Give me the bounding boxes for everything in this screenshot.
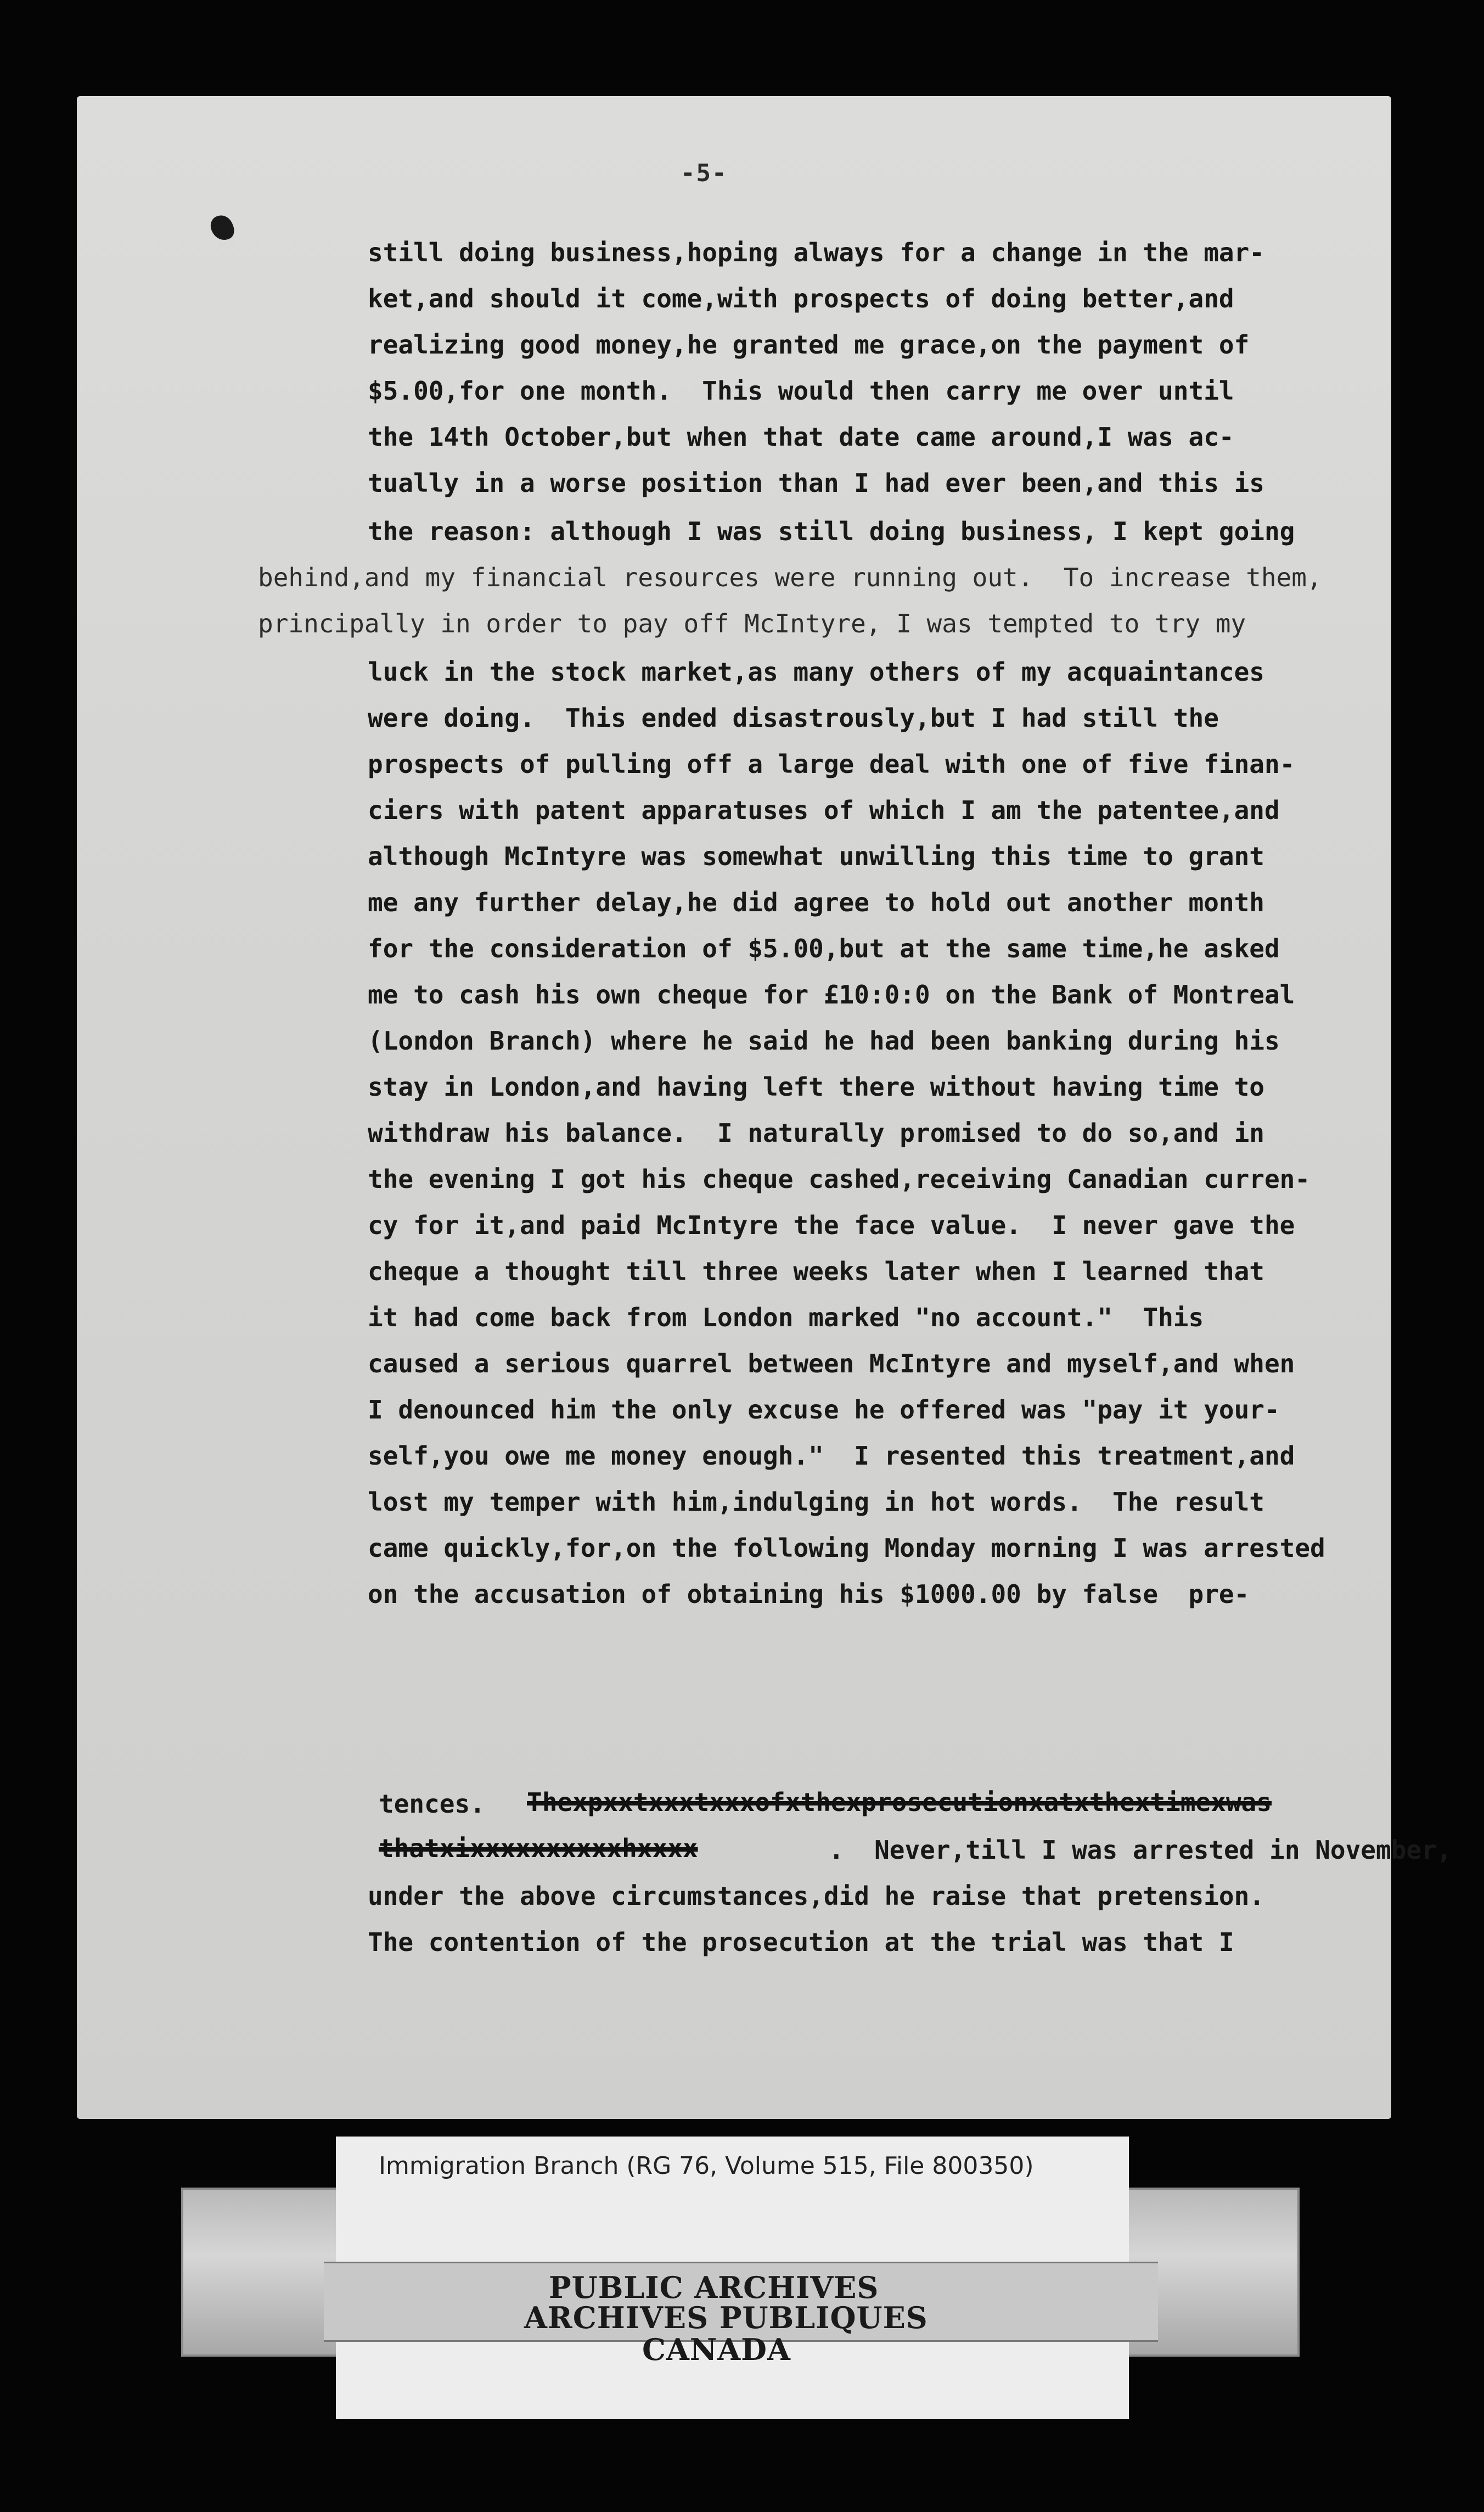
text-line: under the above circumstances,did he raise that pretension. — [368, 1881, 1264, 1911]
text-line: self,you owe me money enough." I resented this treatment,and — [368, 1441, 1295, 1471]
text-line: tually in a worse position than I had ever been,and this is — [368, 468, 1264, 498]
text-line: for the consideration of $5.00,but at the same time,he asked — [368, 934, 1280, 963]
stamp-line-canada: CANADA — [642, 2332, 791, 2367]
text-line: principally in order to pay off McIntyre, I was tempted to try my — [258, 609, 1246, 638]
text-line: . Never,till I was arrested in November, — [829, 1835, 1452, 1865]
stamp-line-archives-publiques: ARCHIVES PUBLIQUES — [524, 2300, 928, 2335]
text-line: tences. — [379, 1789, 485, 1819]
text-line: behind,and my financial resources were running out. To increase them, — [258, 563, 1322, 592]
text-line: The contention of the prosecution at the trial was that I — [368, 1927, 1234, 1957]
text-line: realizing good money,he granted me grace,on the payment of — [368, 330, 1250, 360]
text-line: withdraw his balance. I naturally promised to do so,and in — [368, 1118, 1264, 1148]
text-line: it had come back from London marked "no account." This — [368, 1303, 1204, 1332]
struck-out-text-2: thatxixxxxxxxxxxhxxxx — [379, 1833, 698, 1863]
text-line: I denounced him the only excuse he offered was "pay it your- — [368, 1395, 1280, 1425]
text-line: ciers with patent apparatuses of which I am the patentee,and — [368, 795, 1280, 825]
text-line: luck in the stock market,as many others of my acquaintances — [368, 657, 1264, 687]
text-line: lost my temper with him,indulging in hot words. The result — [368, 1487, 1264, 1517]
text-line: the evening I got his cheque cashed,receiving Canadian curren- — [368, 1164, 1311, 1194]
text-line: (London Branch) where he said he had been banking during his — [368, 1026, 1280, 1056]
stamp-line-public-archives: PUBLIC ARCHIVES — [549, 2270, 879, 2305]
text-line: caused a serious quarrel between McIntyre and myself,and when — [368, 1349, 1295, 1378]
text-line: me any further delay,he did agree to hold out another month — [368, 888, 1264, 917]
text-line: stay in London,and having left there without having time to — [368, 1072, 1264, 1102]
text-line: the 14th October,but when that date came around,I was ac- — [368, 422, 1234, 452]
text-line: $5.00,for one month. This would then carry me over until — [368, 376, 1234, 406]
text-line: came quickly,for,on the following Monday morning I was arrested — [368, 1533, 1325, 1563]
archive-reference: Immigration Branch (RG 76, Volume 515, File 800350) — [379, 2152, 1034, 2180]
struck-out-text-1: Thexpxxtxxxtxxxofxthexprosecutionxatxthextimexwas — [527, 1787, 1272, 1817]
text-line: cy for it,and paid McIntyre the face value. I never gave the — [368, 1210, 1295, 1240]
text-line: still doing business,hoping always for a change in the mar- — [368, 238, 1264, 267]
page-number: -5- — [681, 159, 728, 187]
text-line: the reason: although I was still doing business, I kept going — [368, 517, 1295, 546]
text-line: although McIntyre was somewhat unwilling this time to grant — [368, 842, 1264, 871]
text-line: on the accusation of obtaining his $1000.00 by false pre- — [368, 1579, 1250, 1609]
text-line: prospects of pulling off a large deal with one of five finan- — [368, 749, 1295, 779]
text-line: me to cash his own cheque for £10:0:0 on the Bank of Montreal — [368, 980, 1295, 1010]
text-line: ket,and should it come,with prospects of doing better,and — [368, 284, 1234, 313]
text-line: were doing. This ended disastrously,but I had still the — [368, 703, 1219, 733]
text-line: cheque a thought till three weeks later when I learned that — [368, 1257, 1264, 1286]
